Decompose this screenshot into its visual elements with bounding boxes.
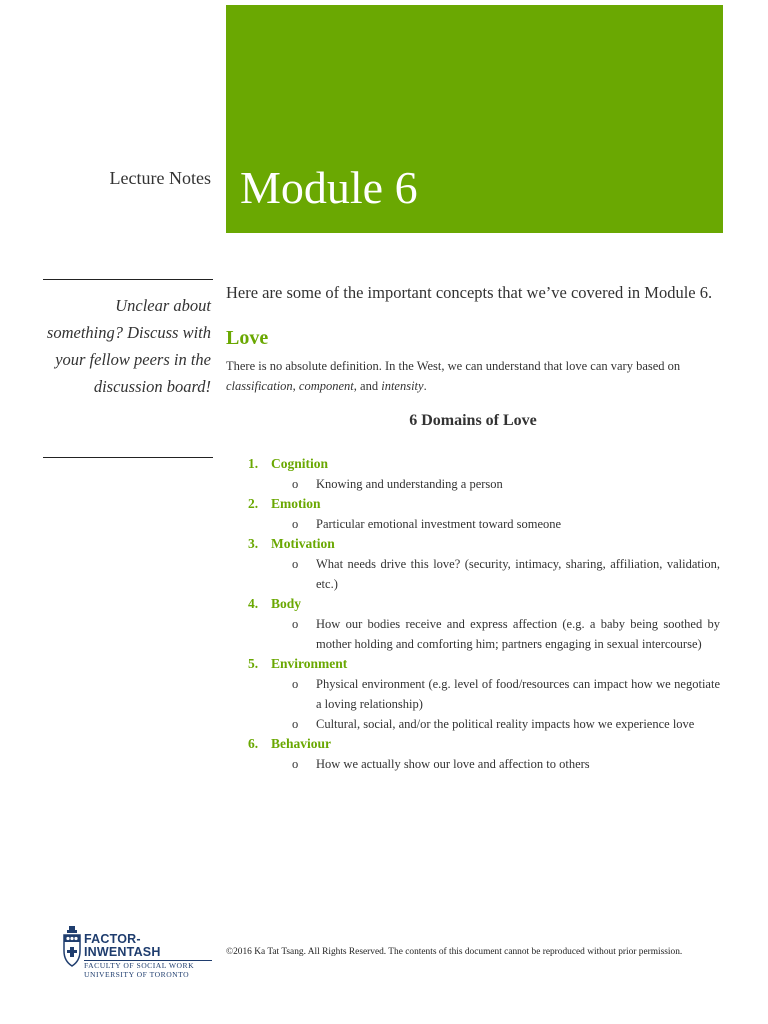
sidebar-bottom-rule [43, 457, 213, 458]
domain-title-text: Emotion [271, 496, 321, 511]
bullet-marker: o [292, 517, 299, 531]
domain-item [226, 594, 720, 654]
domain-bullet [226, 474, 720, 494]
term-intensity: intensity [381, 379, 424, 393]
domain-bullet [226, 754, 720, 774]
domain-number: 4. [248, 596, 259, 611]
domain-title [226, 534, 720, 554]
paragraph-sep1: , [292, 379, 299, 393]
main-content [226, 278, 720, 774]
bullet-text: Particular emotional investment toward someone [316, 517, 562, 531]
bullet-text: Cultural, social, and/or the political reality impacts how we experience love [316, 717, 695, 731]
bullet-marker: o [292, 557, 299, 571]
domain-number: 5. [248, 656, 259, 671]
domain-item [226, 534, 720, 594]
paragraph-end: . [423, 379, 427, 393]
title-banner [226, 5, 723, 233]
domain-item [226, 454, 720, 494]
domain-bullet [226, 614, 720, 654]
domain-title-text: Environment [271, 656, 348, 671]
domain-number: 3. [248, 536, 259, 551]
domain-bullet [226, 714, 720, 734]
lecture-notes-label: Lecture Notes [109, 168, 211, 188]
coat-of-arms-icon [62, 925, 82, 969]
domain-item [226, 734, 720, 774]
term-component: component [298, 379, 354, 393]
domain-bullet [226, 554, 720, 594]
paragraph-sep2: , and [353, 379, 382, 393]
module-title: Module 6 [240, 162, 418, 213]
domain-item [226, 654, 720, 734]
domain-title-text: Behaviour [271, 736, 332, 751]
intro-text: Here are some of the important concepts that we’ve covered in Module 6. [226, 283, 713, 302]
love-definition-paragraph [226, 356, 720, 396]
section-heading-love: Love [226, 327, 269, 349]
domain-title-text: Body [271, 596, 302, 611]
bullet-text: What needs drive this love? (security, intimacy, sharing, affiliation, validation, etc.) [316, 557, 720, 591]
sidebar-note: Unclear about something? Discuss with your fellow peers in the discussion board! [46, 296, 211, 396]
domain-list [226, 454, 720, 774]
bullet-marker: o [292, 717, 299, 731]
domain-title [226, 494, 720, 514]
copyright-notice: ©2016 Ka Tat Tsang. All Rights Reserved. The contents of this document cannot be reproduced without prior permission. [226, 947, 683, 957]
domain-number: 6. [248, 736, 259, 751]
domain-bullet [226, 514, 720, 534]
university-logo [62, 925, 212, 979]
logo-line2: FACULTY OF SOCIAL WORK [84, 960, 212, 970]
domain-title-text: Motivation [271, 536, 335, 551]
domain-item [226, 494, 720, 534]
logo-line3: UNIVERSITY OF TORONTO [84, 969, 190, 979]
term-classification: classification [226, 379, 293, 393]
bullet-marker: o [292, 617, 299, 631]
bullet-marker: o [292, 757, 299, 771]
paragraph-start: There is no absolute definition. In the West, we can understand that love can vary based on [226, 359, 681, 373]
domain-number: 2. [248, 496, 259, 511]
domain-title-text: Cognition [271, 456, 329, 471]
domain-title [226, 654, 720, 674]
domain-title [226, 454, 720, 474]
sidebar-top-rule [43, 279, 213, 280]
bullet-text: Knowing and understanding a person [316, 477, 503, 491]
logo-line1: FACTOR-INWENTASH [84, 932, 161, 959]
bullet-text: How our bodies receive and express affection (e.g. a baby being soothed by mother holding and comforting him; partners engaging in sexual intercourse) [316, 617, 720, 651]
domain-number: 1. [248, 456, 259, 471]
bullet-marker: o [292, 677, 299, 691]
domain-bullet [226, 674, 720, 714]
domain-title [226, 594, 720, 614]
domains-heading: 6 Domains of Love [409, 412, 537, 429]
bullet-text: Physical environment (e.g. level of food/resources can impact how we negotiate a loving relationship) [316, 677, 720, 711]
domain-title [226, 734, 720, 754]
bullet-marker: o [292, 477, 299, 491]
bullet-text: How we actually show our love and affection to others [316, 757, 590, 771]
